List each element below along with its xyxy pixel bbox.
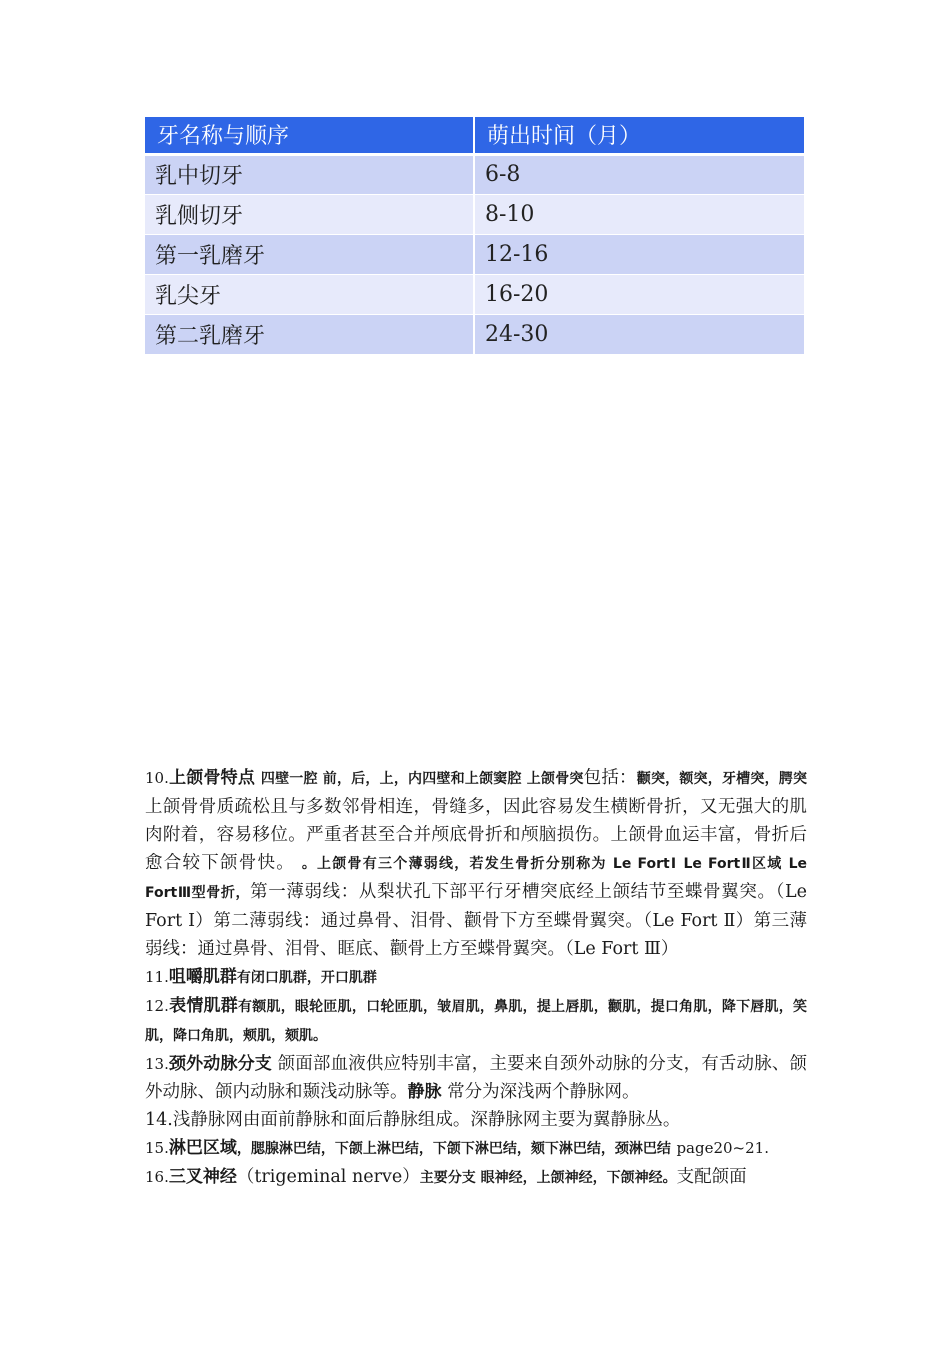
note-text: 颌面部血液供应特别丰富，主要来自颈外动脉的分支，有舌动脉、颌外动脉、颌内动脉和颞浅动脉等。 <box>145 1054 808 1102</box>
note-number: 15. <box>145 1139 169 1157</box>
tooth-name-cell: 乳中切牙 <box>145 154 474 194</box>
note-heading: 静脉 <box>407 1082 442 1102</box>
note-heading: 上颌骨特点 <box>168 768 256 788</box>
note-number: 13. <box>145 1055 169 1073</box>
eruption-time-cell: 8-10 <box>474 194 804 234</box>
note-heading: 淋巴区域 <box>168 1138 237 1158</box>
note-text: 有额肌，眼轮匝肌，口轮匝肌，皱眉肌，鼻肌，提上唇肌，颧肌，提口角肌，降下唇肌，笑肌，降口角肌，颊肌，颏肌。 <box>145 999 808 1044</box>
eruption-time-cell: 16-20 <box>474 274 804 314</box>
note-16-trigeminal <box>145 1163 807 1192</box>
note-text: 第一薄弱线：从梨状孔下部平行牙槽突底经上颌结节至蝶骨翼突。（Le Fort Ⅰ）第二薄弱线：通过鼻骨、泪骨、颧骨下方至蝶骨翼突。（Le Fort Ⅱ）第三薄弱线：通过鼻骨、泪骨、眶底、颧骨上方至蝶骨翼突。（Le Fort Ⅲ） <box>145 882 807 959</box>
tooth-name-cell: 乳侧切牙 <box>145 194 474 234</box>
tooth-name-cell: 第二乳磨牙 <box>145 314 474 354</box>
note-text: 上颌骨骨质疏松且与多数邻骨相连，骨缝多，因此容易发生横断骨折，又无强大的肌肉附着，容易移位。严重者甚至合并颅底骨折和颅脑损伤。上颌骨血运丰富，骨折后愈合较下颌骨快。 <box>145 797 807 873</box>
table-row <box>145 314 804 354</box>
header-tooth-name: 牙名称与顺序 <box>145 117 474 154</box>
note-11-masticatory <box>145 963 807 992</box>
note-15-lymph <box>145 1134 807 1163</box>
note-heading: 三叉神经 <box>168 1167 237 1187</box>
note-text: 主要分支 眼神经，上颌神经，下颌神经。 <box>419 1170 677 1186</box>
note-number: 11. <box>145 968 169 986</box>
note-text: 常分为深浅两个静脉网。 <box>441 1082 640 1102</box>
note-text: 有闭口肌群，开口肌群 <box>236 970 377 986</box>
note-10-maxilla <box>145 764 807 963</box>
note-number: 10. <box>145 769 169 787</box>
note-text: ，腮腺淋巴结，下颌上淋巴结，下颌下淋巴结，颏下淋巴结，颈淋巴结 <box>236 1141 671 1157</box>
note-number: 12. <box>145 997 169 1015</box>
eruption-time-cell: 6-8 <box>474 154 804 194</box>
note-text: 支配颌面 <box>676 1167 747 1187</box>
note-text: 包括： <box>583 768 637 788</box>
note-text: （trigeminal nerve） <box>236 1167 420 1187</box>
tooth-name-cell: 乳尖牙 <box>145 274 474 314</box>
table-header-row <box>145 117 804 154</box>
eruption-time-cell: 24-30 <box>474 314 804 354</box>
note-heading: 表情肌群 <box>168 996 239 1016</box>
tooth-eruption-table <box>145 117 804 355</box>
note-text: 14.浅静脉网由面前静脉和面后静脉组成。深静脉网主要为翼静脉丛。 <box>145 1110 681 1130</box>
note-text: 。上颌骨有三个薄弱线，若发生骨折分别称为 Le FortⅠ Le FortⅡ区域 Le FortⅢ型骨折， <box>145 856 807 901</box>
tooth-name-cell: 第一乳磨牙 <box>145 234 474 274</box>
note-heading: 咀嚼肌群 <box>168 967 237 987</box>
note-14-veins <box>145 1106 807 1134</box>
note-13-arteries <box>145 1050 807 1106</box>
page-reference: page20~21. <box>676 1139 769 1157</box>
note-12-facial-muscles <box>145 992 807 1050</box>
note-text: 颧突，额突，牙槽突，腭突 <box>636 771 808 787</box>
note-number: 16. <box>145 1168 169 1186</box>
table-row <box>145 194 804 234</box>
note-heading: 颈外动脉分支 <box>168 1054 272 1074</box>
header-eruption-time: 萌出时间（月） <box>474 117 804 154</box>
table-row <box>145 274 804 314</box>
table-row <box>145 234 804 274</box>
note-text: 四壁一腔 前，后，上，内四壁和上颌窦腔 上颌骨突 <box>260 771 584 787</box>
eruption-time-cell: 12-16 <box>474 234 804 274</box>
study-notes <box>145 764 807 1192</box>
table-row <box>145 154 804 194</box>
